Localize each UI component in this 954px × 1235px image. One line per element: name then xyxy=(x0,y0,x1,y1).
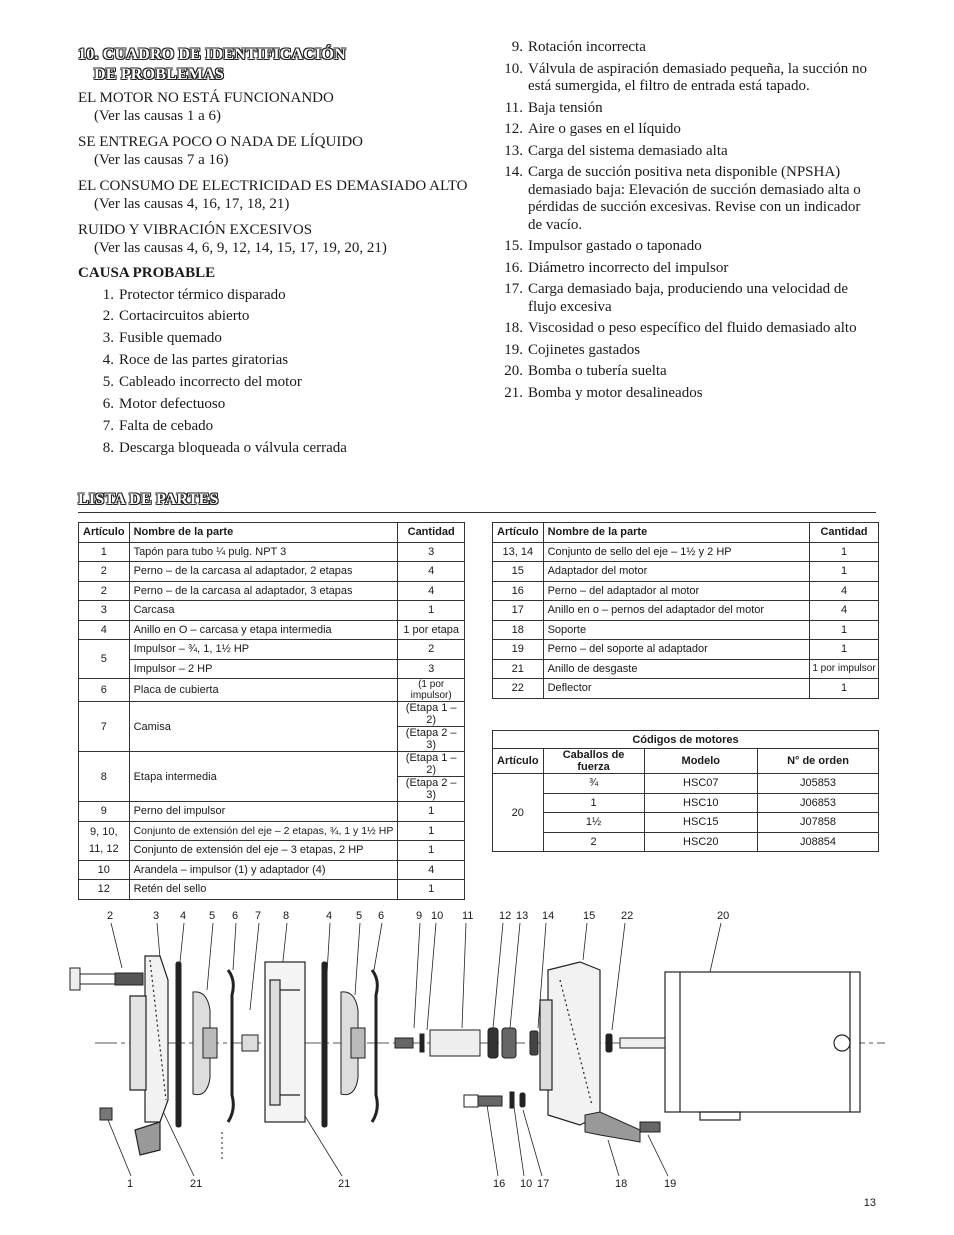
cell-qty: 3 xyxy=(398,542,465,562)
section-title-line1: 10. CUADRO DE IDENTIFICACIÓN xyxy=(78,46,346,63)
cell-qty: 4 xyxy=(398,581,465,601)
cell-item: 9 xyxy=(79,802,130,822)
causes-column-right xyxy=(502,39,877,406)
cell-name: Deflector xyxy=(543,679,809,699)
col-header-item: Artículo xyxy=(493,523,544,543)
cell-name: Placa de cubierta xyxy=(129,679,398,702)
cause-item xyxy=(502,61,877,96)
cell-qty: (Etapa 1 – 2) xyxy=(398,702,465,727)
cell-item-line1: 9, 10, xyxy=(90,825,118,838)
callout-1: 1 xyxy=(127,1178,134,1190)
cell-name: Perno del impulsor xyxy=(129,802,398,822)
cause-text: Aire o gases en el líquido xyxy=(528,121,681,137)
problem-title: RUIDO Y VIBRACIÓN EXCESIVOS xyxy=(78,222,313,238)
cause-text: Descarga bloqueada o válvula cerrada xyxy=(119,439,347,456)
cell-qty: 1 xyxy=(398,880,465,900)
table-row xyxy=(493,562,879,582)
cause-number: 21. xyxy=(504,384,523,401)
exploded-diagram xyxy=(0,900,954,1200)
table-row xyxy=(79,581,465,601)
cause-item xyxy=(78,352,478,370)
cause-number: 8. xyxy=(102,439,114,456)
o-ring-17 xyxy=(520,1093,525,1107)
cell-item: 3 xyxy=(79,601,130,621)
cell-hp: 1 xyxy=(543,793,644,813)
problem-causes: (Ver las causas 7 a 16) xyxy=(94,151,229,168)
table-row xyxy=(79,542,465,562)
cause-text: Cableado incorrecto del motor xyxy=(119,374,302,391)
cell-name: Perno – de la carcasa al adaptador, 3 etapas xyxy=(129,581,398,601)
plug-1 xyxy=(100,1108,112,1120)
causes-list-left xyxy=(78,287,478,458)
causes-list-right xyxy=(502,39,877,402)
cell-hp: ¾ xyxy=(543,774,644,794)
cause-number: 13. xyxy=(504,142,523,159)
cell-item: 5 xyxy=(79,640,130,679)
cell-qty: 1 xyxy=(810,562,879,582)
table-row xyxy=(79,562,465,582)
cell-item: 1 xyxy=(79,542,130,562)
cell-item: 15 xyxy=(493,562,544,582)
cell-qty: 4 xyxy=(398,562,465,582)
cell-item: 4 xyxy=(79,620,130,640)
callout-4: 4 xyxy=(180,910,187,922)
casing-3 xyxy=(130,956,168,1155)
callout-9: 9 xyxy=(416,910,423,922)
cell-name: Conjunto de sello del eje – 1½ y 2 HP xyxy=(543,542,809,562)
table-row xyxy=(493,620,879,640)
cell-name: Etapa intermedia xyxy=(129,752,398,802)
cause-item xyxy=(502,39,877,57)
cause-item xyxy=(78,287,478,305)
cell-name: Anillo en o – pernos del adaptador del motor xyxy=(543,601,809,621)
table-row xyxy=(79,880,465,900)
bolt-2 xyxy=(70,968,143,990)
cause-item xyxy=(78,440,478,458)
cell-qty: 1 xyxy=(398,841,465,861)
cause-number: 5. xyxy=(102,374,114,391)
table-row xyxy=(79,752,465,777)
callout-22: 22 xyxy=(621,910,634,922)
cause-number: 19. xyxy=(504,341,523,358)
bolt-16 xyxy=(464,1095,502,1107)
cell-item: 7 xyxy=(79,702,130,752)
impeller-bolt-9 xyxy=(395,1038,413,1048)
cause-item xyxy=(502,320,877,338)
cell-item: 18 xyxy=(493,620,544,640)
motor-adapter-15 xyxy=(540,962,600,1125)
cause-text: Válvula de aspiración demasiado pequeña, la succión no está sumergida, el filtro de entrada está tapado. xyxy=(528,60,868,94)
col-header-item: Artículo xyxy=(493,749,544,774)
section-title xyxy=(78,45,346,85)
callout-5b: 5 xyxy=(356,910,363,922)
impeller-5b xyxy=(341,992,365,1095)
cell-qty: 1 xyxy=(398,802,465,822)
cell-name: Conjunto de extensión del eje – 2 etapas, ¾, 1 y 1½ HP xyxy=(129,821,398,841)
cell-name: Perno – del adaptador al motor xyxy=(543,581,809,601)
cell-name: Camisa xyxy=(129,702,398,752)
motor-codes-table xyxy=(492,730,879,852)
col-header-item: Artículo xyxy=(79,523,130,543)
cause-item xyxy=(502,100,877,118)
cause-item xyxy=(502,238,877,256)
seal-14 xyxy=(530,1031,538,1055)
cell-qty: 1 por etapa xyxy=(398,620,465,640)
problem-causes: (Ver las causas 4, 6, 9, 12, 14, 15, 17, 19, 20, 21) xyxy=(94,239,387,256)
cause-text: Fusible quemado xyxy=(119,330,222,347)
callout-19: 19 xyxy=(664,1178,677,1190)
table-row xyxy=(79,841,465,861)
cell-qty: 4 xyxy=(810,581,879,601)
cause-item xyxy=(78,396,478,414)
washer-10 xyxy=(420,1034,424,1052)
o-ring-4b xyxy=(322,962,327,1127)
cell-qty: 1 xyxy=(810,542,879,562)
callout-10: 10 xyxy=(431,910,444,922)
cell-item-line2: 11, 12 xyxy=(88,842,119,855)
callout-11: 11 xyxy=(462,910,474,922)
motor-shaft xyxy=(620,1038,665,1048)
cell-qty: 4 xyxy=(398,860,465,880)
cell-item: 20 xyxy=(493,774,544,852)
callout-6: 6 xyxy=(232,910,239,922)
pump-exploded-drawing xyxy=(0,900,954,1200)
table-title-row xyxy=(493,731,879,749)
cause-item xyxy=(502,281,877,316)
cause-number: 11. xyxy=(504,99,523,116)
cell-qty: 3 xyxy=(398,659,465,679)
cell-name: Anillo de desgaste xyxy=(543,659,809,679)
cause-number: 7. xyxy=(102,417,114,434)
cell-name: Adaptador del motor xyxy=(543,562,809,582)
callout-4b: 4 xyxy=(326,910,333,922)
table-row xyxy=(79,860,465,880)
cell-item xyxy=(79,821,130,860)
cell-item: 13, 14 xyxy=(493,542,544,562)
cause-text: Diámetro incorrecto del impulsor xyxy=(528,259,729,276)
cause-item xyxy=(502,385,877,403)
table-row xyxy=(493,813,879,833)
table-row xyxy=(79,702,465,727)
cell-name: Perno – del soporte al adaptador xyxy=(543,640,809,660)
cause-number: 9. xyxy=(511,39,523,55)
cause-number: 10. xyxy=(504,60,523,77)
callout-15: 15 xyxy=(583,910,596,922)
cell-qty: 1 xyxy=(398,601,465,621)
cell-item: 8 xyxy=(79,752,130,802)
callout-13: 13 xyxy=(516,910,529,922)
cause-item xyxy=(78,418,478,436)
table-row xyxy=(79,620,465,640)
cell-name: Retén del sello xyxy=(129,880,398,900)
callout-6b: 6 xyxy=(378,910,385,922)
cell-item: 21 xyxy=(493,659,544,679)
cell-qty: (1 por impulsor) xyxy=(398,679,465,702)
table-row xyxy=(493,581,879,601)
parts-table-left xyxy=(78,522,465,900)
table-header-row xyxy=(79,523,465,543)
cause-text: Carga de succión positiva neta disponible (NPSHA) demasiado baja: Elevación de succión demasiado alta o pérdidas de succión excesivas. Revise con un indicador de vacío. xyxy=(528,164,861,233)
cause-number: 17. xyxy=(504,281,523,297)
col-header-qty: Cantidad xyxy=(398,523,465,543)
motor-codes-title: Códigos de motores xyxy=(493,731,879,749)
table-row xyxy=(493,679,879,699)
col-header-name: Nombre de la parte xyxy=(543,523,809,543)
callout-18: 18 xyxy=(615,1178,628,1190)
cause-text: Impulsor gastado o taponado xyxy=(528,238,702,254)
cause-item xyxy=(502,164,877,234)
problem-1 xyxy=(78,90,478,125)
cause-text: Cojinetes gastados xyxy=(528,341,641,358)
col-header-order: N° de orden xyxy=(758,749,879,774)
cell-order: J06853 xyxy=(758,793,879,813)
cause-number: 12. xyxy=(504,121,523,137)
table-row xyxy=(79,659,465,679)
table-row xyxy=(493,640,879,660)
problem-title: SE ENTREGA POCO O NADA DE LÍQUIDO xyxy=(78,134,363,150)
table-row xyxy=(493,793,879,813)
cause-number: 14. xyxy=(504,164,523,180)
cause-number: 6. xyxy=(102,395,114,412)
cell-name: Anillo en O – carcasa y etapa intermedia xyxy=(129,620,398,640)
o-ring-4 xyxy=(176,962,181,1127)
cause-number: 18. xyxy=(504,320,523,336)
impeller-5 xyxy=(193,992,217,1095)
causa-label: CAUSA PROBABLE xyxy=(78,265,216,281)
cause-text: Falta de cebado xyxy=(119,417,214,434)
cause-item xyxy=(502,342,877,360)
problem-3 xyxy=(78,178,478,213)
problem-title: EL CONSUMO DE ELECTRICIDAD ES DEMASIADO ALTO xyxy=(78,178,468,194)
problem-title: EL MOTOR NO ESTÁ FUNCIONANDO xyxy=(78,90,334,106)
cell-order: J05853 xyxy=(758,774,879,794)
col-header-qty: Cantidad xyxy=(810,523,879,543)
cell-qty: 1 xyxy=(810,679,879,699)
sleeve-7 xyxy=(242,1035,258,1051)
cause-item xyxy=(502,143,877,161)
cause-number: 16. xyxy=(504,259,523,276)
bracket-18 xyxy=(585,1112,640,1142)
seal-13 xyxy=(502,1028,516,1058)
cell-hp: 1½ xyxy=(543,813,644,833)
callout-14: 14 xyxy=(542,910,555,922)
cause-text: Bomba o tubería suelta xyxy=(528,363,667,379)
callout-20: 20 xyxy=(717,910,730,922)
page-number: 13 xyxy=(863,1197,876,1209)
cell-name: Perno – de la carcasa al adaptador, 2 etapas xyxy=(129,562,398,582)
table-row xyxy=(79,679,465,702)
cause-text: Carga demasiado baja, produciendo una velocidad de flujo excesiva xyxy=(528,281,849,315)
cell-qty: (Etapa 2 – 3) xyxy=(398,777,465,802)
table-row xyxy=(79,821,465,841)
callout-16: 16 xyxy=(493,1178,506,1190)
parts-title: LISTA DE PARTES xyxy=(78,491,219,508)
callout-21b: 21 xyxy=(338,1178,351,1190)
parts-title-rule xyxy=(78,512,876,513)
problem-4 xyxy=(78,222,478,257)
cause-text: Baja tensión xyxy=(528,99,603,116)
cause-item xyxy=(502,121,877,139)
cell-item: 17 xyxy=(493,601,544,621)
cause-text: Rotación incorrecta xyxy=(528,39,646,55)
cell-name: Impulsor – 2 HP xyxy=(129,659,398,679)
callout-2: 2 xyxy=(107,910,114,922)
cell-qty: 2 xyxy=(398,640,465,660)
cell-qty: (Etapa 1 – 2) xyxy=(398,752,465,777)
callout-8: 8 xyxy=(283,910,290,922)
table-row xyxy=(493,774,879,794)
cause-text: Cortacircuitos abierto xyxy=(119,308,250,325)
cover-plate-6b xyxy=(372,970,377,1122)
table-row xyxy=(493,659,879,679)
cause-text: Roce de las partes giratorias xyxy=(119,352,289,369)
bolt-19 xyxy=(640,1122,660,1132)
problem-2 xyxy=(78,134,478,169)
table-header-row xyxy=(493,523,879,543)
cause-text: Bomba y motor desalineados xyxy=(528,384,703,401)
table-row xyxy=(493,601,879,621)
col-header-hp: Caballos de fuerza xyxy=(543,749,644,774)
shaft-extension-11 xyxy=(430,1030,480,1056)
motor-20 xyxy=(665,972,860,1120)
col-header-model: Modelo xyxy=(644,749,757,774)
washer-10b xyxy=(510,1092,514,1108)
cell-model: HSC07 xyxy=(644,774,757,794)
cause-item xyxy=(78,330,478,348)
cell-item: 2 xyxy=(79,562,130,582)
cause-item xyxy=(502,260,877,278)
cause-number: 15. xyxy=(504,238,523,254)
cause-number: 20. xyxy=(504,363,523,379)
cell-item: 2 xyxy=(79,581,130,601)
cell-model: HSC15 xyxy=(644,813,757,833)
callout-7: 7 xyxy=(255,910,262,922)
cause-number: 3. xyxy=(102,330,114,347)
cell-qty: (Etapa 2 – 3) xyxy=(398,727,465,752)
problems-column xyxy=(78,90,478,462)
intermediate-stage-8 xyxy=(265,962,305,1122)
cell-item: 10 xyxy=(79,860,130,880)
seal-retainer-12 xyxy=(488,1028,498,1058)
cause-text: Viscosidad o peso específico del fluido demasiado alto xyxy=(528,320,857,336)
cell-hp: 2 xyxy=(543,832,644,852)
cell-order: J07858 xyxy=(758,813,879,833)
cell-name: Tapón para tubo ¼ pulg. NPT 3 xyxy=(129,542,398,562)
cell-name: Soporte xyxy=(543,620,809,640)
cell-item: 6 xyxy=(79,679,130,702)
cell-qty: 1 xyxy=(398,821,465,841)
cell-order: J08854 xyxy=(758,832,879,852)
cause-text: Motor defectuoso xyxy=(119,395,226,412)
cell-model: HSC10 xyxy=(644,793,757,813)
cell-qty: 1 xyxy=(810,640,879,660)
cause-number: 4. xyxy=(102,352,114,369)
cause-text: Protector térmico disparado xyxy=(119,286,286,303)
table-row xyxy=(79,640,465,660)
cell-qty: 1 xyxy=(810,620,879,640)
parts-table-right xyxy=(492,522,879,699)
table-row xyxy=(493,542,879,562)
cell-name: Arandela – impulsor (1) y adaptador (4) xyxy=(129,860,398,880)
cover-plate-6 xyxy=(228,970,233,1122)
cell-item: 19 xyxy=(493,640,544,660)
cell-name: Impulsor – ¾, 1, 1½ HP xyxy=(129,640,398,660)
callout-3: 3 xyxy=(153,910,160,922)
table-row xyxy=(79,601,465,621)
cell-model: HSC20 xyxy=(644,832,757,852)
callout-5: 5 xyxy=(209,910,216,922)
cause-item xyxy=(78,308,478,326)
callout-12: 12 xyxy=(499,910,512,922)
cause-item xyxy=(502,363,877,381)
cause-number: 1. xyxy=(102,286,114,303)
cell-item: 16 xyxy=(493,581,544,601)
section-title-line2: DE PROBLEMAS xyxy=(94,66,224,83)
callout-10b: 10 xyxy=(520,1178,533,1190)
table-row xyxy=(493,832,879,852)
deflector-22 xyxy=(606,1034,612,1052)
cause-number: 2. xyxy=(102,308,114,325)
cell-item: 12 xyxy=(79,880,130,900)
callout-21: 21 xyxy=(190,1178,203,1190)
table-row xyxy=(79,802,465,822)
col-header-name: Nombre de la parte xyxy=(129,523,398,543)
callout-17: 17 xyxy=(537,1178,550,1190)
cell-name: Carcasa xyxy=(129,601,398,621)
cell-qty: 1 por impulsor xyxy=(810,659,879,679)
cause-text: Carga del sistema demasiado alta xyxy=(528,142,728,159)
table-header-row xyxy=(493,749,879,774)
cell-item: 22 xyxy=(493,679,544,699)
problem-causes: (Ver las causas 1 a 6) xyxy=(94,107,222,124)
cause-item xyxy=(78,374,478,392)
problem-causes: (Ver las causas 4, 16, 17, 18, 21) xyxy=(94,195,290,212)
cell-qty: 4 xyxy=(810,601,879,621)
cell-name: Conjunto de extensión del eje – 3 etapas, 2 HP xyxy=(129,841,398,861)
